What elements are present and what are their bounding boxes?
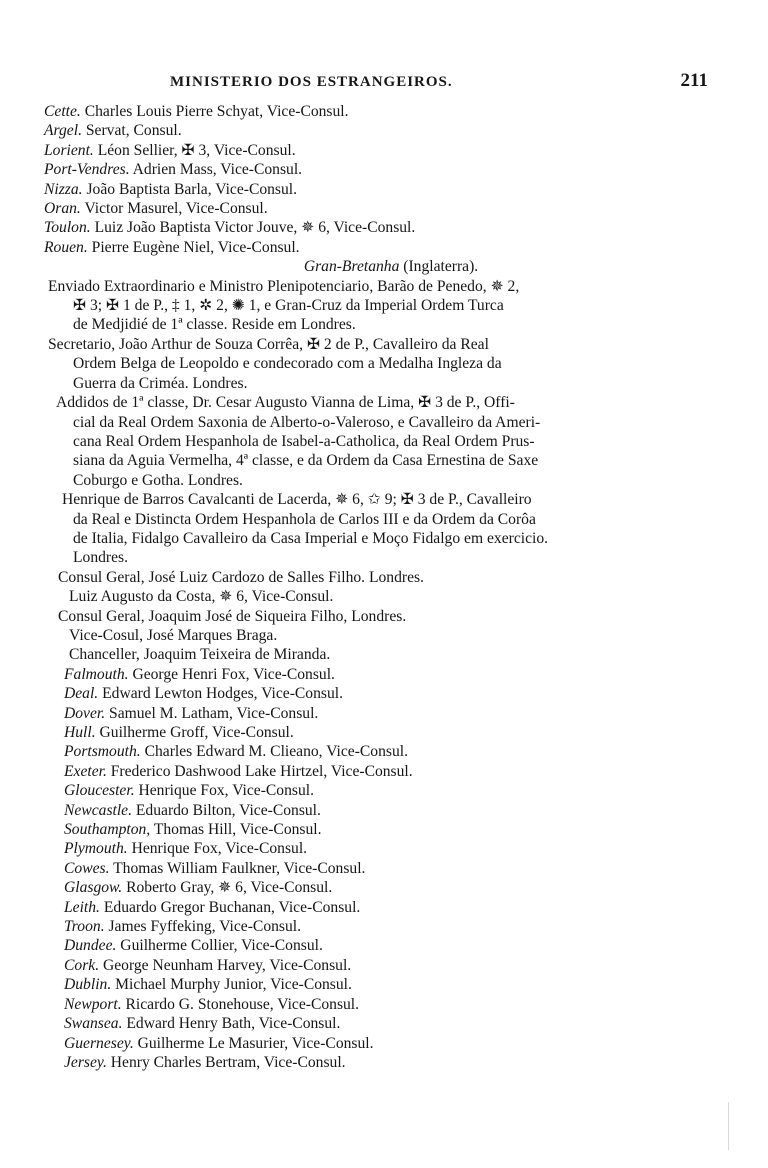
consul-text: Frederico Dashwood Lake Hirtzel, Vice-Consul. [106,762,413,780]
consul-text: Roberto Gray, ✵ 6, Vice-Consul. [122,879,333,897]
entry-line: da Real e Distincta Ordem Hespanhola de Carlos III e da Ordem da Corôa [73,510,536,528]
list-item [44,218,698,237]
page-header [44,68,708,102]
entry-line: Enviado Extraordinario e Ministro Plenipotenciario, Barão de Penedo, ✵ 2, [48,277,520,295]
list-britain-cities [44,665,698,1073]
list-item [44,665,698,684]
consul-text: James Fyffeking, Vice-Consul. [104,918,302,936]
list-item [44,102,698,121]
list-item [44,1053,698,1072]
running-head: MINISTERIO DOS ESTRANGEIROS. [170,74,453,90]
list-item [44,801,698,820]
city-name: Gloucester. [64,782,135,800]
list-item [44,684,698,703]
consul-text: George Henri Fox, Vice-Consul. [128,665,335,683]
city-name: Cette. [44,103,81,120]
consul-text: Charles Edward M. Clieano, Vice-Consul. [140,743,408,761]
consul-text: Henrique Fox, Vice-Consul. [134,782,314,800]
consulate-entries [44,568,698,665]
city-name: Guernesey. [64,1034,134,1052]
city-name: Falmouth. [64,665,129,683]
list-item [44,859,698,878]
consul-text: Eduardo Gregor Buchanan, Vice-Consul. [99,898,361,916]
consul-line: Consul Geral, Joaquim José de Siqueira Filho, Londres. [58,607,407,625]
list-item [44,723,698,742]
consul-text: Eduardo Bilton, Vice-Consul. [132,801,321,819]
list-item [44,975,698,994]
list-item [44,956,698,975]
consul-text: Henrique Fox, Vice-Consul. [127,840,308,858]
consul-text: Edward Lewton Hodges, Vice-Consul. [98,685,343,703]
city-name: Cowes. [64,859,110,877]
list-item [44,917,698,936]
city-name: Argel. [44,122,82,140]
city-name: Hull. [64,724,96,741]
entry-line: de Italia, Fidalgo Cavalleiro da Casa Imperial e Moço Fidalgo em exercicio. [73,529,549,547]
consul-text: Guilherme Collier, Vice-Consul. [116,937,323,955]
list-item [44,238,698,257]
consul-text: Luiz João Baptista Victor Jouve, ✵ 6, Vice-Consul. [90,219,416,237]
entry-line: Secretario, João Arthur de Souza Corrêa, ✠ 2 de P., Cavalleiro da Real [48,335,489,353]
city-name: Portsmouth. [64,743,141,761]
city-name: Rouen. [44,238,88,256]
consul-text: Henry Charles Bertram, Vice-Consul. [106,1053,346,1071]
consul-line: Vice-Cosul, José Marques Braga. [69,626,278,644]
consul-text: Léon Sellier, ✠ 3, Vice-Consul. [93,141,296,159]
city-name: Dundee. [64,937,117,955]
city-name: Troon. [64,918,105,936]
list-item [44,121,698,140]
list-france-cities [44,102,698,257]
entry-line: siana da Aguia Vermelha, 4ª classe, e da Ordem da Casa Ernestina de Saxe [73,452,539,470]
consul-text: João Baptista Barla, Vice-Consul. [82,180,298,198]
city-name: Dublin. [64,976,112,994]
consul-text: Servat, Consul. [81,122,182,140]
consul-text: Thomas William Faulkner, Vice-Consul. [109,859,366,877]
city-name: Lorient. [44,141,94,159]
city-name: Glasgow. [64,879,123,897]
entry-line: Londres. [73,549,128,567]
city-name: Newcastle. [64,801,132,819]
list-item [44,878,698,897]
page-edge-mark [728,1102,732,1150]
consul-line: Consul Geral, José Luiz Cardozo de Salles Filho. Londres. [58,568,424,586]
consul-text: Samuel M. Latham, Vice-Consul. [105,704,319,722]
entry-line: de Medjidié de 1ª classe. Reside em Londres. [73,316,356,334]
city-name: Port-Vendres. [44,161,130,179]
consul-text: Adrien Mass, Vice-Consul. [129,161,303,179]
consul-text: Guilherme Groff, Vice-Consul. [95,724,294,741]
consul-text: Thomas Hill, Vice-Consul. [150,821,322,839]
list-item [44,141,698,160]
country-title: Gran-Bretanha [303,258,400,276]
list-item [44,762,698,781]
section-heading [44,257,698,276]
list-item [44,995,698,1014]
list-item [44,820,698,839]
consul-line: Luiz Augusto da Costa, ✵ 6, Vice-Consul. [69,588,334,606]
consul-text: Ricardo G. Stonehouse, Vice-Consul. [121,995,360,1013]
list-item [44,839,698,858]
country-subtitle: (Inglaterra). [399,258,479,276]
list-item [44,742,698,761]
list-item [44,199,698,218]
entry-line: Henrique de Barros Cavalcanti de Lacerda, ✵ 6, ✩ 9; ✠ 3 de P., Cavalleiro [62,491,532,509]
list-item [44,898,698,917]
list-item [44,160,698,179]
consul-text: Guilherme Le Masurier, Vice-Consul. [133,1034,374,1052]
city-name: Newport. [64,995,122,1013]
entry-line: cana Real Ordem Hespanhola de Isabel-a-Catholica, da Real Ordem Prus- [73,432,535,450]
consul-text: George Neunham Harvey, Vice-Consul. [99,956,352,974]
list-item [44,704,698,723]
consul-line: Chanceller, Joaquim Teixeira de Miranda. [69,646,331,664]
city-name: Exeter. [64,762,107,780]
page-number: 211 [680,70,708,91]
city-name: Dover. [64,704,106,722]
city-name: Deal. [64,685,99,703]
consul-text: Charles Louis Pierre Schyat, Vice-Consul. [80,103,349,120]
list-item [44,936,698,955]
list-item [44,1014,698,1033]
legation-entries [44,277,698,568]
consul-text: Victor Masurel, Vice-Consul. [80,200,268,218]
list-item [44,781,698,800]
city-name: Southampton, [64,821,151,839]
consul-text: Pierre Eugène Niel, Vice-Consul. [87,238,300,256]
consul-text: Edward Henry Bath, Vice-Consul. [122,1015,341,1033]
entry-line: Guerra da Criméa. Londres. [73,374,248,392]
city-name: Jersey. [64,1053,107,1071]
consul-text: Michael Murphy Junior, Vice-Consul. [111,976,352,994]
city-name: Plymouth. [64,840,128,858]
city-name: Oran. [44,200,81,218]
city-name: Swansea. [64,1015,123,1033]
entry-line: cial da Real Ordem Saxonia de Alberto-o-Valeroso, e Cavalleiro da Ameri- [73,413,541,431]
city-name: Nizza. [44,180,83,198]
entry-line: Coburgo e Gotha. Londres. [73,471,243,489]
entry-line: Addidos de 1ª classe, Dr. Cesar Augusto Vianna de Lima, ✠ 3 de P., Offi- [56,394,515,412]
list-item [44,1034,698,1053]
list-item [44,180,698,199]
city-name: Toulon. [44,219,91,237]
entry-line: ✠ 3; ✠ 1 de P., ‡ 1, ✲ 2, ✺ 1, e Gran-Cruz da Imperial Ordem Turca [73,297,504,315]
city-name: Cork. [64,956,100,974]
city-name: Leith. [64,898,100,916]
entry-line: Ordem Belga de Leopoldo e condecorado com a Medalha Ingleza da [73,355,502,373]
